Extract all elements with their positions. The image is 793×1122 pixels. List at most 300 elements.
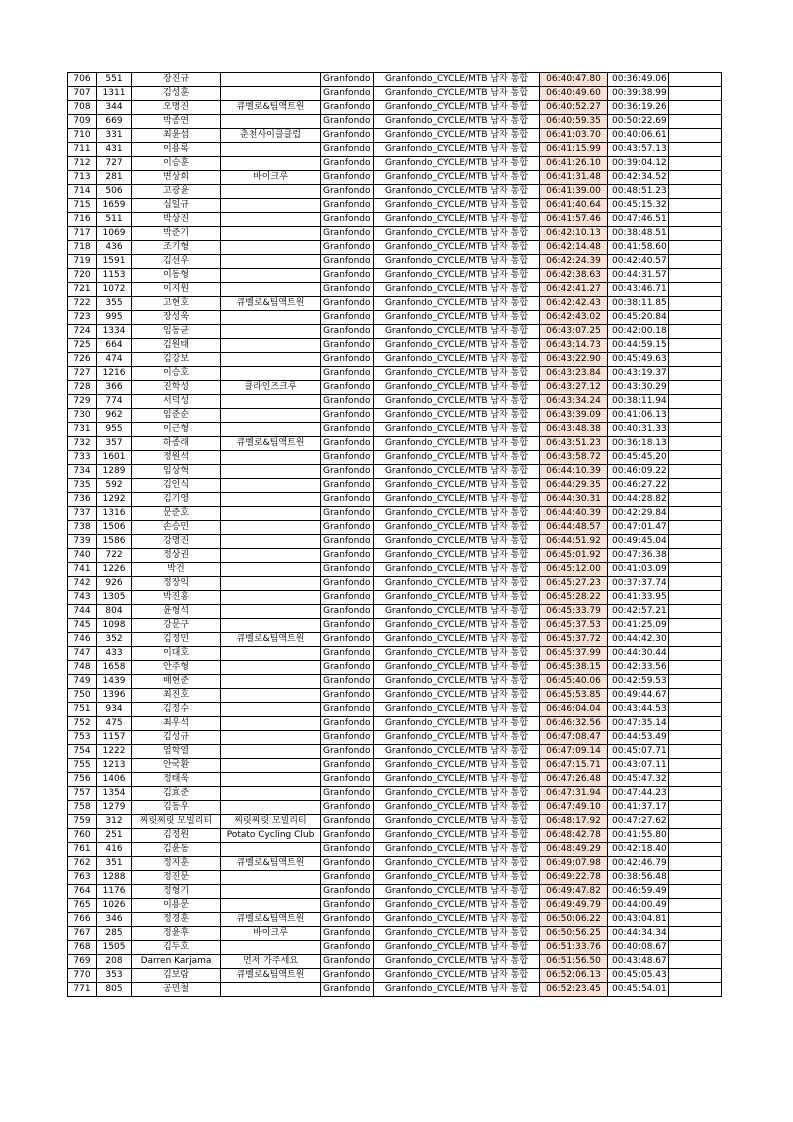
bib-cell: 1216 — [97, 367, 132, 381]
team-cell — [221, 521, 321, 535]
finish-time-cell: 06:43:27.12 — [540, 381, 608, 395]
table-row — [68, 815, 722, 829]
table-row — [68, 311, 722, 325]
table-row — [68, 717, 722, 731]
name-cell: 정원석 — [132, 451, 221, 465]
name-cell: 오명진 — [132, 101, 221, 115]
category-cell: Granfondo_CYCLE/MTB 남자 통합 — [374, 563, 540, 577]
rank-cell: 751 — [68, 703, 97, 717]
table-row — [68, 325, 722, 339]
rank-cell: 711 — [68, 143, 97, 157]
bib-cell: 995 — [97, 311, 132, 325]
team-cell — [221, 493, 321, 507]
name-cell: 장성욱 — [132, 311, 221, 325]
bib-cell: 722 — [97, 549, 132, 563]
bib-cell: 281 — [97, 171, 132, 185]
split-time-cell: 00:41:03.09 — [608, 563, 669, 577]
table-row — [68, 745, 722, 759]
bib-cell: 416 — [97, 843, 132, 857]
empty-cell — [669, 745, 722, 759]
team-cell: 큐벨로&팀액트원 — [221, 437, 321, 451]
table-row — [68, 605, 722, 619]
split-time-cell: 00:45:45.20 — [608, 451, 669, 465]
rank-cell: 727 — [68, 367, 97, 381]
empty-cell — [669, 255, 722, 269]
finish-time-cell: 06:49:07.98 — [540, 857, 608, 871]
table-row — [68, 87, 722, 101]
course-cell: Granfondo — [321, 451, 374, 465]
finish-time-cell: 06:40:52.27 — [540, 101, 608, 115]
course-cell: Granfondo — [321, 521, 374, 535]
course-cell: Granfondo — [321, 311, 374, 325]
bib-cell: 1279 — [97, 801, 132, 815]
split-time-cell: 00:40:31.33 — [608, 423, 669, 437]
name-cell: 조기형 — [132, 241, 221, 255]
empty-cell — [669, 675, 722, 689]
name-cell: 이대호 — [132, 647, 221, 661]
results-body — [68, 73, 722, 997]
name-cell: 김정수 — [132, 703, 221, 717]
finish-time-cell: 06:45:40.06 — [540, 675, 608, 689]
team-cell — [221, 339, 321, 353]
table-row — [68, 787, 722, 801]
team-cell: 바이크루 — [221, 171, 321, 185]
rank-cell: 715 — [68, 199, 97, 213]
name-cell: 심일규 — [132, 199, 221, 213]
team-cell — [221, 605, 321, 619]
name-cell: 박상진 — [132, 213, 221, 227]
table-row — [68, 213, 722, 227]
name-cell: 장진규 — [132, 73, 221, 87]
table-row — [68, 409, 722, 423]
empty-cell — [669, 171, 722, 185]
finish-time-cell: 06:43:58.72 — [540, 451, 608, 465]
empty-cell — [669, 311, 722, 325]
finish-time-cell: 06:52:06.13 — [540, 969, 608, 983]
split-time-cell: 00:43:19.37 — [608, 367, 669, 381]
category-cell: Granfondo_CYCLE/MTB 남자 통합 — [374, 297, 540, 311]
empty-cell — [669, 899, 722, 913]
table-row — [68, 157, 722, 171]
course-cell: Granfondo — [321, 955, 374, 969]
name-cell: 강문구 — [132, 619, 221, 633]
table-row — [68, 129, 722, 143]
empty-cell — [669, 185, 722, 199]
table-row — [68, 115, 722, 129]
finish-time-cell: 06:42:43.02 — [540, 311, 608, 325]
finish-time-cell: 06:45:37.99 — [540, 647, 608, 661]
course-cell: Granfondo — [321, 381, 374, 395]
course-cell: Granfondo — [321, 143, 374, 157]
table-row — [68, 647, 722, 661]
rank-cell: 710 — [68, 129, 97, 143]
split-time-cell: 00:42:57.21 — [608, 605, 669, 619]
course-cell: Granfondo — [321, 213, 374, 227]
split-time-cell: 00:45:54.01 — [608, 983, 669, 997]
split-time-cell: 00:42:29.84 — [608, 507, 669, 521]
finish-time-cell: 06:45:12.00 — [540, 563, 608, 577]
course-cell: Granfondo — [321, 367, 374, 381]
name-cell: 문준호 — [132, 507, 221, 521]
bib-cell: 955 — [97, 423, 132, 437]
course-cell: Granfondo — [321, 73, 374, 87]
table-row — [68, 829, 722, 843]
category-cell: Granfondo_CYCLE/MTB 남자 통합 — [374, 185, 540, 199]
name-cell: 고광윤 — [132, 185, 221, 199]
table-row — [68, 395, 722, 409]
team-cell — [221, 423, 321, 437]
rank-cell: 767 — [68, 927, 97, 941]
team-cell — [221, 157, 321, 171]
rank-cell: 753 — [68, 731, 97, 745]
rank-cell: 707 — [68, 87, 97, 101]
empty-cell — [669, 437, 722, 451]
course-cell: Granfondo — [321, 633, 374, 647]
empty-cell — [669, 815, 722, 829]
bib-cell: 1439 — [97, 675, 132, 689]
course-cell: Granfondo — [321, 857, 374, 871]
rank-cell: 741 — [68, 563, 97, 577]
split-time-cell: 00:45:05.43 — [608, 969, 669, 983]
bib-cell: 727 — [97, 157, 132, 171]
course-cell: Granfondo — [321, 283, 374, 297]
rank-cell: 742 — [68, 577, 97, 591]
course-cell: Granfondo — [321, 465, 374, 479]
finish-time-cell: 06:42:10.13 — [540, 227, 608, 241]
table-row — [68, 675, 722, 689]
finish-time-cell: 06:40:49.60 — [540, 87, 608, 101]
finish-time-cell: 06:47:49.10 — [540, 801, 608, 815]
name-cell: 정태욱 — [132, 773, 221, 787]
split-time-cell: 00:40:06.61 — [608, 129, 669, 143]
team-cell — [221, 115, 321, 129]
course-cell: Granfondo — [321, 969, 374, 983]
category-cell: Granfondo_CYCLE/MTB 남자 통합 — [374, 171, 540, 185]
split-time-cell: 00:46:09.22 — [608, 465, 669, 479]
empty-cell — [669, 409, 722, 423]
split-time-cell: 00:46:27.22 — [608, 479, 669, 493]
rank-cell: 722 — [68, 297, 97, 311]
finish-time-cell: 06:42:24.39 — [540, 255, 608, 269]
bib-cell: 351 — [97, 857, 132, 871]
category-cell: Granfondo_CYCLE/MTB 남자 통합 — [374, 227, 540, 241]
team-cell — [221, 675, 321, 689]
split-time-cell: 00:48:51.23 — [608, 185, 669, 199]
team-cell — [221, 143, 321, 157]
finish-time-cell: 06:52:23.45 — [540, 983, 608, 997]
split-time-cell: 00:43:46.71 — [608, 283, 669, 297]
table-row — [68, 913, 722, 927]
category-cell: Granfondo_CYCLE/MTB 남자 통합 — [374, 619, 540, 633]
rank-cell: 743 — [68, 591, 97, 605]
table-row — [68, 493, 722, 507]
finish-time-cell: 06:44:29.35 — [540, 479, 608, 493]
split-time-cell: 00:41:25.09 — [608, 619, 669, 633]
rank-cell: 717 — [68, 227, 97, 241]
name-cell: 최윤섭 — [132, 129, 221, 143]
bib-cell: 1153 — [97, 269, 132, 283]
team-cell: 먼저 가주세요 — [221, 955, 321, 969]
empty-cell — [669, 983, 722, 997]
rank-cell: 736 — [68, 493, 97, 507]
category-cell: Granfondo_CYCLE/MTB 남자 통합 — [374, 73, 540, 87]
course-cell: Granfondo — [321, 563, 374, 577]
course-cell: Granfondo — [321, 787, 374, 801]
finish-time-cell: 06:47:15.71 — [540, 759, 608, 773]
name-cell: 정진문 — [132, 871, 221, 885]
bib-cell: 1658 — [97, 661, 132, 675]
name-cell: 고현호 — [132, 297, 221, 311]
team-cell — [221, 185, 321, 199]
rank-cell: 719 — [68, 255, 97, 269]
split-time-cell: 00:44:00.49 — [608, 899, 669, 913]
team-cell — [221, 479, 321, 493]
category-cell: Granfondo_CYCLE/MTB 남자 통합 — [374, 717, 540, 731]
empty-cell — [669, 843, 722, 857]
finish-time-cell: 06:44:51.92 — [540, 535, 608, 549]
name-cell: 임상혁 — [132, 465, 221, 479]
rank-cell: 708 — [68, 101, 97, 115]
empty-cell — [669, 213, 722, 227]
split-time-cell: 00:47:27.62 — [608, 815, 669, 829]
bib-cell: 551 — [97, 73, 132, 87]
finish-time-cell: 06:42:38.63 — [540, 269, 608, 283]
empty-cell — [669, 101, 722, 115]
table-row — [68, 857, 722, 871]
category-cell: Granfondo_CYCLE/MTB 남자 통합 — [374, 577, 540, 591]
finish-time-cell: 06:44:48.57 — [540, 521, 608, 535]
empty-cell — [669, 969, 722, 983]
course-cell: Granfondo — [321, 703, 374, 717]
team-cell — [221, 227, 321, 241]
finish-time-cell: 06:41:31.48 — [540, 171, 608, 185]
team-cell — [221, 507, 321, 521]
bib-cell: 1601 — [97, 451, 132, 465]
team-cell — [221, 577, 321, 591]
team-cell — [221, 367, 321, 381]
category-cell: Granfondo_CYCLE/MTB 남자 통합 — [374, 143, 540, 157]
course-cell: Granfondo — [321, 227, 374, 241]
empty-cell — [669, 577, 722, 591]
team-cell — [221, 87, 321, 101]
table-row — [68, 633, 722, 647]
bib-cell: 285 — [97, 927, 132, 941]
table-row — [68, 689, 722, 703]
finish-time-cell: 06:43:39.09 — [540, 409, 608, 423]
bib-cell: 805 — [97, 983, 132, 997]
rank-cell: 744 — [68, 605, 97, 619]
category-cell: Granfondo_CYCLE/MTB 남자 통합 — [374, 213, 540, 227]
name-cell: 이동형 — [132, 269, 221, 283]
name-cell: 정경훈 — [132, 913, 221, 927]
finish-time-cell: 06:45:01.92 — [540, 549, 608, 563]
rank-cell: 733 — [68, 451, 97, 465]
rank-cell: 759 — [68, 815, 97, 829]
bib-cell: 346 — [97, 913, 132, 927]
team-cell — [221, 395, 321, 409]
team-cell — [221, 199, 321, 213]
rank-cell: 770 — [68, 969, 97, 983]
bib-cell: 366 — [97, 381, 132, 395]
name-cell: 김성규 — [132, 731, 221, 745]
split-time-cell: 00:36:19.26 — [608, 101, 669, 115]
bib-cell: 926 — [97, 577, 132, 591]
course-cell: Granfondo — [321, 843, 374, 857]
course-cell: Granfondo — [321, 829, 374, 843]
name-cell: 정형기 — [132, 885, 221, 899]
rank-cell: 737 — [68, 507, 97, 521]
empty-cell — [669, 199, 722, 213]
course-cell: Granfondo — [321, 493, 374, 507]
bib-cell: 1316 — [97, 507, 132, 521]
rank-cell: 712 — [68, 157, 97, 171]
table-row — [68, 297, 722, 311]
rank-cell: 726 — [68, 353, 97, 367]
name-cell: 박건 — [132, 563, 221, 577]
name-cell: 김동우 — [132, 801, 221, 815]
table-row — [68, 941, 722, 955]
table-row — [68, 381, 722, 395]
empty-cell — [669, 283, 722, 297]
rank-cell: 748 — [68, 661, 97, 675]
category-cell: Granfondo_CYCLE/MTB 남자 통합 — [374, 479, 540, 493]
bib-cell: 506 — [97, 185, 132, 199]
category-cell: Granfondo_CYCLE/MTB 남자 통합 — [374, 535, 540, 549]
category-cell: Granfondo_CYCLE/MTB 남자 통합 — [374, 815, 540, 829]
empty-cell — [669, 507, 722, 521]
team-cell — [221, 255, 321, 269]
finish-time-cell: 06:44:40.39 — [540, 507, 608, 521]
course-cell: Granfondo — [321, 591, 374, 605]
finish-time-cell: 06:48:42.78 — [540, 829, 608, 843]
table-row — [68, 507, 722, 521]
empty-cell — [669, 451, 722, 465]
team-cell — [221, 451, 321, 465]
course-cell: Granfondo — [321, 927, 374, 941]
empty-cell — [669, 129, 722, 143]
course-cell: Granfondo — [321, 899, 374, 913]
bib-cell: 353 — [97, 969, 132, 983]
split-time-cell: 00:41:06.13 — [608, 409, 669, 423]
empty-cell — [669, 549, 722, 563]
category-cell: Granfondo_CYCLE/MTB 남자 통합 — [374, 101, 540, 115]
course-cell: Granfondo — [321, 605, 374, 619]
rank-cell: 754 — [68, 745, 97, 759]
rank-cell: 724 — [68, 325, 97, 339]
rank-cell: 764 — [68, 885, 97, 899]
table-row — [68, 731, 722, 745]
finish-time-cell: 06:42:41.27 — [540, 283, 608, 297]
bib-cell: 1288 — [97, 871, 132, 885]
team-cell — [221, 745, 321, 759]
course-cell: Granfondo — [321, 535, 374, 549]
empty-cell — [669, 591, 722, 605]
bib-cell: 312 — [97, 815, 132, 829]
split-time-cell: 00:44:31.57 — [608, 269, 669, 283]
rank-cell: 768 — [68, 941, 97, 955]
split-time-cell: 00:49:44.67 — [608, 689, 669, 703]
rank-cell: 738 — [68, 521, 97, 535]
empty-cell — [669, 339, 722, 353]
bib-cell: 962 — [97, 409, 132, 423]
finish-time-cell: 06:42:14.48 — [540, 241, 608, 255]
rank-cell: 761 — [68, 843, 97, 857]
finish-time-cell: 06:43:23.84 — [540, 367, 608, 381]
name-cell: 이용문 — [132, 899, 221, 913]
table-row — [68, 703, 722, 717]
name-cell: 김윤동 — [132, 843, 221, 857]
category-cell: Granfondo_CYCLE/MTB 남자 통합 — [374, 465, 540, 479]
name-cell: 하종래 — [132, 437, 221, 451]
team-cell: 큐벨로&팀액트원 — [221, 101, 321, 115]
finish-time-cell: 06:45:28.22 — [540, 591, 608, 605]
course-cell: Granfondo — [321, 717, 374, 731]
name-cell: 김정원 — [132, 829, 221, 843]
category-cell: Granfondo_CYCLE/MTB 남자 통합 — [374, 367, 540, 381]
empty-cell — [669, 115, 722, 129]
bib-cell: 804 — [97, 605, 132, 619]
team-cell — [221, 73, 321, 87]
name-cell: Darren Karjama — [132, 955, 221, 969]
name-cell: 김효준 — [132, 787, 221, 801]
course-cell: Granfondo — [321, 437, 374, 451]
empty-cell — [669, 87, 722, 101]
team-cell — [221, 717, 321, 731]
finish-time-cell: 06:47:09.14 — [540, 745, 608, 759]
bib-cell: 1311 — [97, 87, 132, 101]
bib-cell: 431 — [97, 143, 132, 157]
category-cell: Granfondo_CYCLE/MTB 남자 통합 — [374, 199, 540, 213]
name-cell: 김기영 — [132, 493, 221, 507]
category-cell: Granfondo_CYCLE/MTB 남자 통합 — [374, 661, 540, 675]
rank-cell: 762 — [68, 857, 97, 871]
empty-cell — [669, 479, 722, 493]
name-cell: 이승호 — [132, 367, 221, 381]
bib-cell: 1659 — [97, 199, 132, 213]
category-cell: Granfondo_CYCLE/MTB 남자 통합 — [374, 269, 540, 283]
table-row — [68, 619, 722, 633]
course-cell: Granfondo — [321, 913, 374, 927]
team-cell: 큐벨로&팀액트원 — [221, 857, 321, 871]
category-cell: Granfondo_CYCLE/MTB 남자 통합 — [374, 801, 540, 815]
name-cell: 이근형 — [132, 423, 221, 437]
team-cell — [221, 759, 321, 773]
empty-cell — [669, 227, 722, 241]
empty-cell — [669, 269, 722, 283]
category-cell: Granfondo_CYCLE/MTB 남자 통합 — [374, 353, 540, 367]
bib-cell: 1026 — [97, 899, 132, 913]
name-cell: 강명진 — [132, 535, 221, 549]
empty-cell — [669, 325, 722, 339]
course-cell: Granfondo — [321, 241, 374, 255]
empty-cell — [669, 885, 722, 899]
empty-cell — [669, 367, 722, 381]
name-cell: 김원태 — [132, 339, 221, 353]
course-cell: Granfondo — [321, 619, 374, 633]
category-cell: Granfondo_CYCLE/MTB 남자 통합 — [374, 507, 540, 521]
finish-time-cell: 06:44:30.31 — [540, 493, 608, 507]
split-time-cell: 00:38:56.48 — [608, 871, 669, 885]
team-cell: 찌릿찌릿 모빌리티 — [221, 815, 321, 829]
team-cell: 큐벨로&팀액트원 — [221, 969, 321, 983]
split-time-cell: 00:43:04.81 — [608, 913, 669, 927]
category-cell: Granfondo_CYCLE/MTB 남자 통합 — [374, 549, 540, 563]
bib-cell: 433 — [97, 647, 132, 661]
split-time-cell: 00:42:59.53 — [608, 675, 669, 689]
bib-cell: 474 — [97, 353, 132, 367]
name-cell: 최진호 — [132, 689, 221, 703]
rank-cell: 732 — [68, 437, 97, 451]
